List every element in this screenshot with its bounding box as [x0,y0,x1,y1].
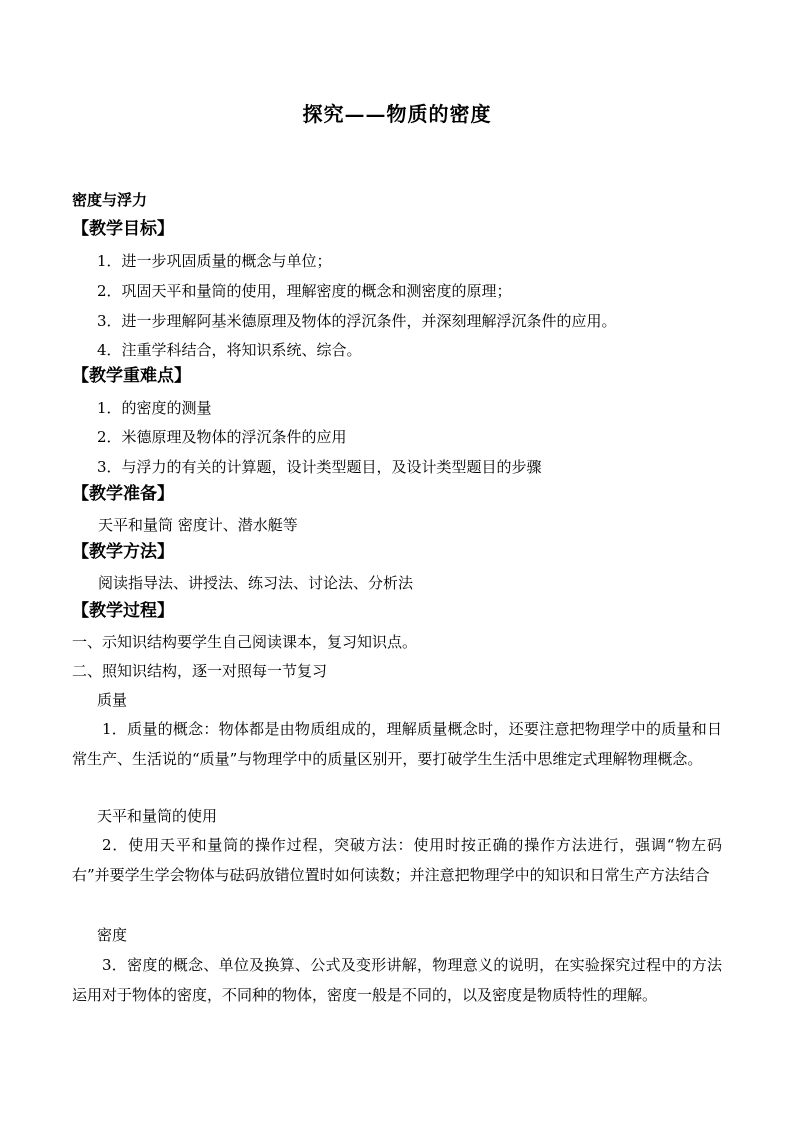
balance-paragraph: 2．使用天平和量筒的操作过程，突破方法：使用时按正确的操作方法进行，强调“物左码右”并要学生学会物体与砝码放错位置时如何读数；并注意把物理学中的知识和日常生产方法结合 [72,836,722,884]
process-step-1: 一、示知识结构要学生自己阅读课本，复习知识点。 [72,633,418,651]
key-points-heading: 【教学重难点】 [72,366,191,386]
balance-label: 天平和量筒的使用 [97,807,218,825]
section-title: 密度与浮力 [72,191,148,209]
process-heading: 【教学过程】 [72,601,174,621]
page-title: 探究——物质的密度 [302,102,492,126]
mass-label: 质量 [97,691,128,709]
density-label: 密度 [97,926,128,944]
density-paragraph: 3．密度的概念、单位及换算、公式及变形讲解，物理意义的说明，在实验探究过程中的方法运用对于物体的密度，不同种的物体，密度一般是不同的，以及密度是物质特性的理解。 [72,956,722,1004]
key-point-item: 1．的密度的测量 [97,399,212,417]
key-point-item: 3．与浮力的有关的计算题，设计类型题目，及设计类型题目的步骤 [97,458,542,476]
preparation-heading: 【教学准备】 [72,484,174,504]
mass-paragraph: 1．质量的概念：物体都是由物质组成的，理解质量概念时，还要注意把物理学中的质量和日常生产、生活说的“质量”与物理学中的质量区别开，要打破学生生活中思维定式理解物理概念。 [72,720,722,768]
goal-item: 3．进一步理解阿基米德原理及物体的浮沉条件，并深刻理解浮沉条件的应用。 [97,312,617,330]
methods-text: 阅读指导法、讲授法、练习法、讨论法、分析法 [98,574,414,592]
goals-heading: 【教学目标】 [72,219,174,239]
goal-item: 1．进一步巩固质量的概念与单位； [97,252,332,270]
key-point-item: 2．米德原理及物体的浮沉条件的应用 [97,428,347,446]
methods-heading: 【教学方法】 [72,542,174,562]
preparation-text: 天平和量筒 密度计、潜水艇等 [98,516,298,534]
goal-item: 4．注重学科结合，将知识系统、综合。 [97,341,362,359]
process-step-2: 二、照知识结构，逐一对照每一节复习 [72,662,328,680]
goal-item: 2．巩固天平和量筒的使用，理解密度的概念和测密度的原理； [97,282,512,300]
